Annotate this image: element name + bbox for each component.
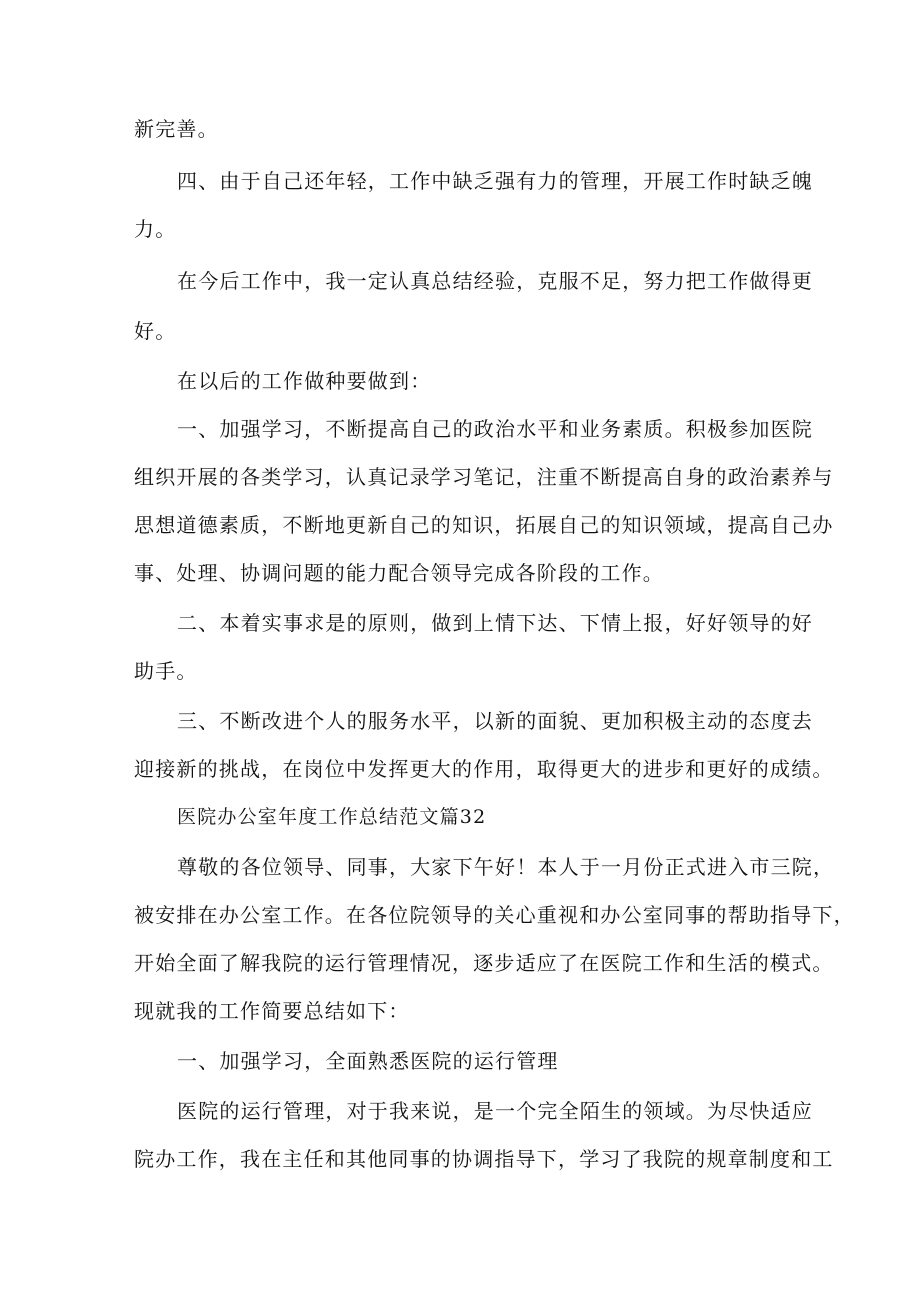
text-line: 开始全面了解我院的运行管理情况，逐步适应了在医院工作和生活的模式。: [134, 951, 834, 975]
text-line: 二、本着实事求是的原则，做到上情下达、下情上报，好好领导的好: [177, 611, 813, 635]
text-line: 院办工作，我在主任和其他同事的协调指导下，学习了我院的规章制度和工: [134, 1147, 834, 1171]
text-line: 被安排在办公室工作。在各位院领导的关心重视和办公室同事的帮助指导下，: [134, 903, 855, 927]
text-line: 力。: [134, 217, 177, 241]
text-line: 迎接新的挑战，在岗位中发挥更大的作用，取得更大的进步和更好的成绩。: [134, 757, 834, 781]
text-line: 一、加强学习，不断提高自己的政治水平和业务素质。积极参加医院: [177, 417, 813, 441]
text-line: 组织开展的各类学习，认真记录学习笔记，注重不断提高自身的政治素养与: [134, 465, 834, 489]
text-line: 事、处理、协调问题的能力配合领导完成各阶段的工作。: [134, 561, 664, 585]
text-line: 在今后工作中，我一定认真总结经验，克服不足，努力把工作做得更: [177, 269, 813, 293]
text-line: 一、加强学习，全面熟悉医院的运行管理: [177, 1049, 559, 1073]
text-line: 助手。: [134, 659, 198, 683]
text-line: 现就我的工作简要总结如下：: [134, 999, 410, 1023]
text-line: 好。: [134, 319, 177, 343]
text-line: 新完善。: [134, 117, 219, 141]
text-line: 尊敬的各位领导、同事，大家下午好！本人于一月份正式进入市三院，: [177, 855, 835, 879]
text-line: 医院的运行管理，对于我来说，是一个完全陌生的领域。为尽快适应: [177, 1099, 813, 1123]
section-heading: 医院办公室年度工作总结范文篇32: [177, 806, 487, 828]
text-line: 三、不断改进个人的服务水平，以新的面貌、更加积极主动的态度去: [177, 709, 813, 733]
text-line: 思想道德素质，不断地更新自己的知识，拓展自己的知识领域，提高自己办: [134, 513, 834, 537]
text-line: 在以后的工作做种要做到：: [177, 369, 432, 393]
text-line: 四、由于自己还年轻，工作中缺乏强有力的管理，开展工作时缺乏魄: [177, 169, 813, 193]
